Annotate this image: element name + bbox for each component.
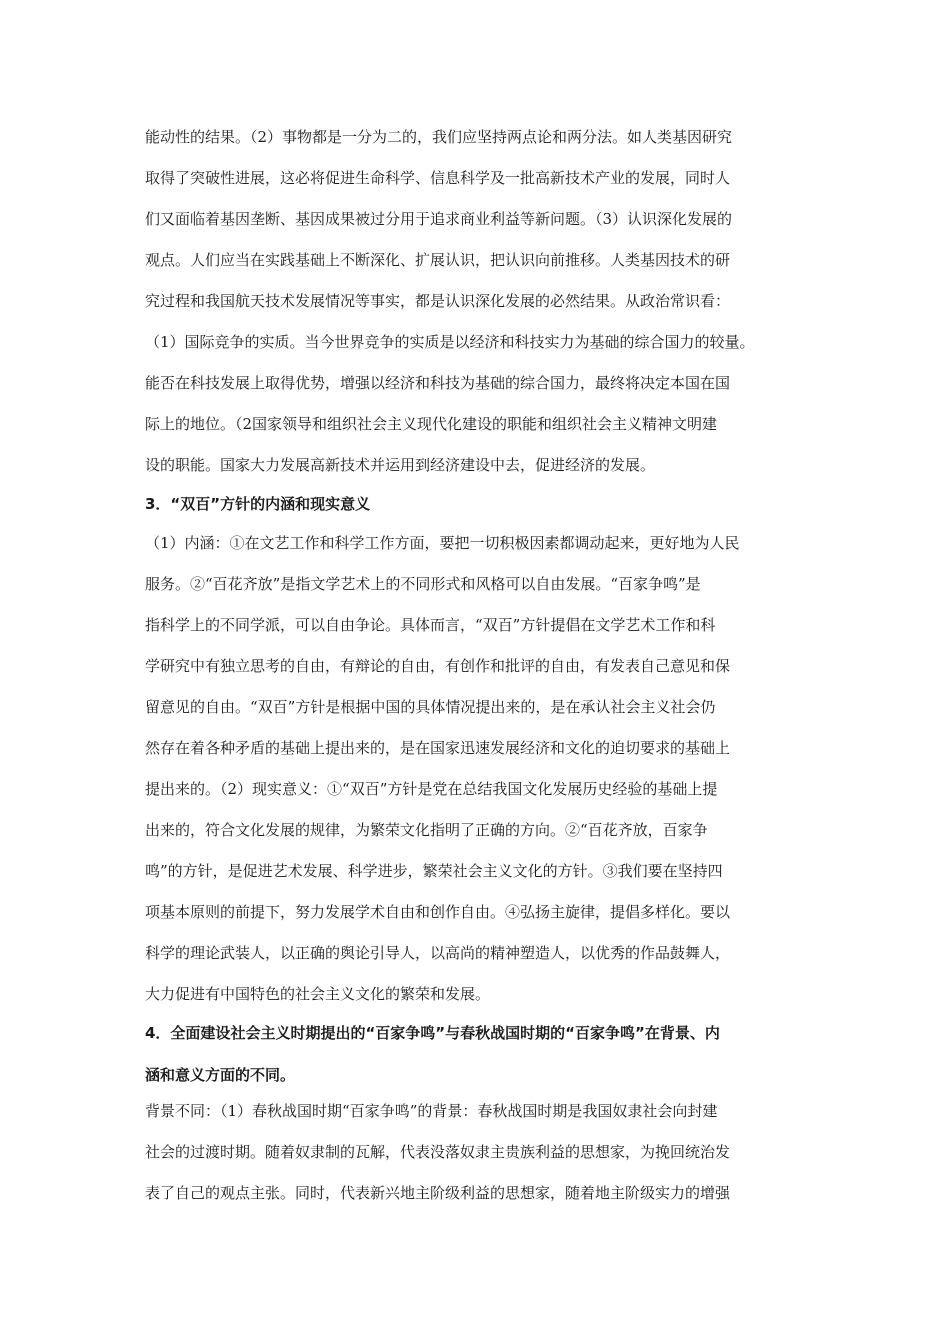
text-line: 表了自己的观点主张。同时，代表新兴地主阶级利益的思想家，随着地主阶级实力的增强 [145,1184,731,1202]
section-heading: 3．“双百”方针的内涵和现实意义 [145,495,371,513]
text-line: 然存在着各种矛盾的基础上提出来的，是在国家迅速发展经济和文化的迫切要求的基础上 [145,739,731,757]
text-line: 背景不同：（1）春秋战国时期“百家争鸣”的背景：春秋战国时期是我国奴隶社会向封建 [145,1102,718,1120]
section-heading: 4．全面建设社会主义时期提出的“百家争鸣”与春秋战国时期的“百家争鸣”在背景、内 [145,1024,720,1042]
text-line: （1）国际竞争的实质。当今世界竞争的实质是以经济和科技实力为基础的综合国力的较量。 [145,333,755,351]
text-line: 设的职能。国家大力发展高新技术并运用到经济建设中去，促进经济的发展。 [145,456,656,474]
text-line: 大力促进有中国特色的社会主义文化的繁荣和发展。 [145,985,491,1003]
text-line: 出来的，符合文化发展的规律，为繁荣文化指明了正确的方向。②“百花齐放，百家争 [145,821,708,839]
text-line: 能否在科技发展上取得优势，增强以经济和科技为基础的综合国力，最终将决定本国在国 [145,374,731,392]
text-line: 留意见的自由。“双百”方针是根据中国的具体情况提出来的，是在承认社会主义社会仍 [145,698,716,716]
text-line: 鸣”的方针，是促进艺术发展、科学进步，繁荣社会主义文化的方针。③我们要在坚持四 [145,862,723,880]
text-line: 社会的过渡时期。随着奴隶制的瓦解，代表没落奴隶主贵族利益的思想家，为挽回统治发 [145,1143,731,1161]
text-line: 项基本原则的前提下，努力发展学术自由和创作自由。④弘扬主旋律，提倡多样化。要以 [145,903,731,921]
text-line: 取得了突破性进展，这必将促进生命科学、信息科学及一批高新技术产业的发展，同时人 [145,169,731,187]
text-line: 提出来的。（2）现实意义：①“双百”方针是党在总结我国文化发展历史经验的基础上提 [145,780,718,798]
text-line: 能动性的结果。（2）事物都是一分为二的，我们应坚持两点论和两分法。如人类基因研究 [145,128,733,146]
text-line: 究过程和我国航天技术发展情况等事实，都是认识深化发展的必然结果。从政治常识看： [145,292,731,310]
text-line: 科学的理论武装人，以正确的舆论引导人，以高尚的精神塑造人，以优秀的作品鼓舞人， [145,944,731,962]
text-line: 学研究中有独立思考的自由，有辩论的自由，有创作和批评的自由，有发表自己意见和保 [145,657,731,675]
text-line: 们又面临着基因垄断、基因成果被过分用于追求商业利益等新问题。（3）认识深化发展的 [145,210,733,228]
text-line: 观点。人们应当在实践基础上不断深化、扩展认识，把认识向前推移。人类基因技术的研 [145,251,731,269]
text-line: （1）内涵：①在文艺工作和科学工作方面，要把一切积极因素都调动起来，更好地为人民 [145,534,740,552]
text-line: 际上的地位。（2国家领导和组织社会主义现代化建设的职能和组织社会主义精神文明建 [145,415,718,433]
text-line: 服务。②“百花齐放”是指文学艺术上的不同形式和风格可以自由发展。“百家争鸣”是 [145,575,701,593]
text-line: 指科学上的不同学派，可以自由争论。具体而言，“双百”方针提倡在文学艺术工作和科 [145,616,716,634]
section-heading-continued: 涵和意义方面的不同。 [145,1066,296,1084]
